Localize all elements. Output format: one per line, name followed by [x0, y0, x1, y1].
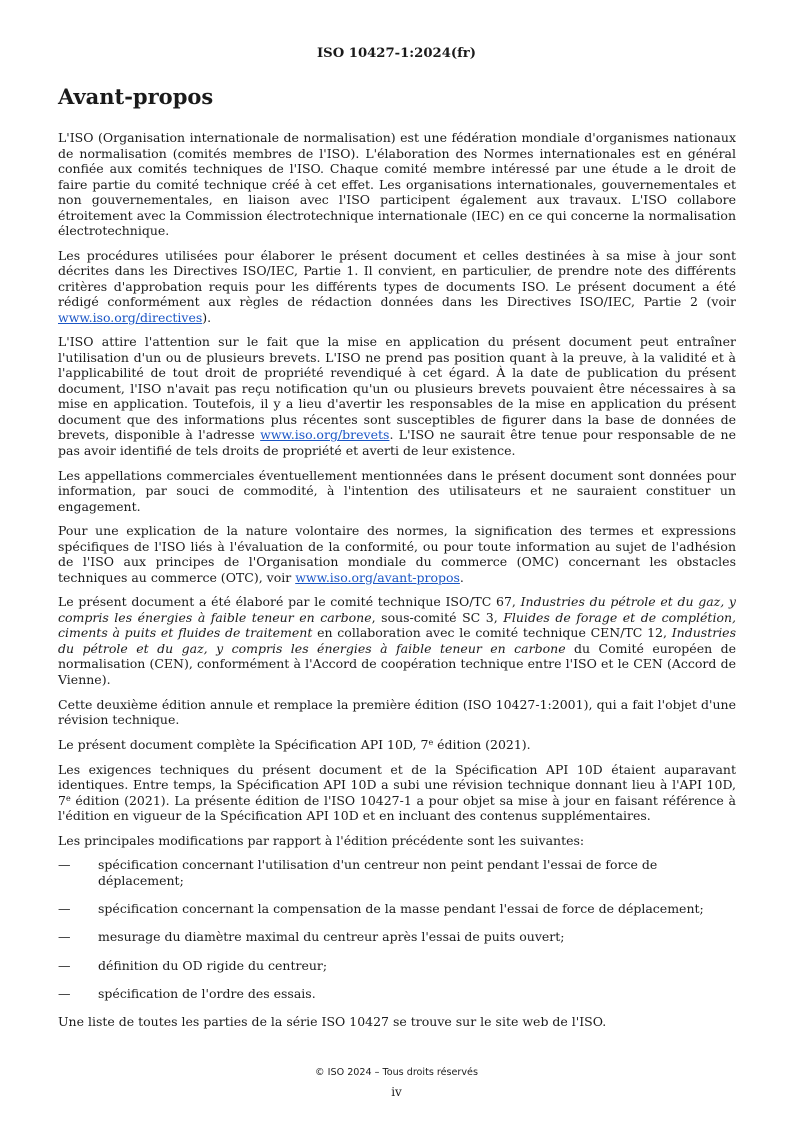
list-item: — spécification concernant l'utilisation d'un centreur non peint pendant l'essai de force de déplacement;: [58, 857, 658, 888]
page-title: Avant-propos: [58, 84, 214, 109]
foreword-link[interactable]: www.iso.org/avant-propos: [295, 569, 460, 585]
copyright-footer: © ISO 2024 – Tous droits réservés: [315, 1067, 478, 1078]
list-item: — mesurage du diamètre maximal du centreur après l'essai de puits ouvert;: [58, 929, 565, 945]
paragraph-edition: Cette deuxième édition annule et remplace la première édition (ISO 10427-1:2001), qui a fait l'objet d'une révision technique.: [58, 696, 736, 728]
paragraph-committee: Le présent document a été élaboré par le comité technique ISO/TC 67, Industries du pétrole et du gaz, y compris les énergies à faible teneur en carbone, sous-comité SC 3, Fluides de forage et de complétion, ciments à puits et fluides de traitement en collaboration avec le comité technique CEN/TC 12, Industries du pétrole et du gaz, y compris les énergies à faible teneur en carbone du Comité européen de normalisation (CEN), conformément à l'Accord de coopération technique entre l'ISO et le CEN (Accord de Vienne).: [58, 594, 737, 687]
paragraph-api-complement: Le présent document complète la Spécification API 10D, 7e édition (2021).: [58, 736, 531, 752]
page-number: iv: [391, 1085, 402, 1099]
list-item: — spécification concernant la compensation de la masse pendant l'essai de force de déplacement;: [58, 901, 704, 917]
paragraph-trade-names: Les appellations commerciales éventuellement mentionnées dans le présent document sont données pour information, par souci de commodité, à l'intention des utilisateurs et ne sauraient constituer un engagement.: [58, 467, 736, 514]
paragraph-iso-intro: L'ISO (Organisation internationale de normalisation) est une fédération mondiale d'organismes nationaux de normalisation (comités membres de l'ISO). L'élaboration des Normes internationales est en général confiée aux comités techniques de l'ISO. Chaque comité membre intéressé par une étude a le droit de faire partie du comité technique créé à cet effet. Les organisations internationales, gouvernementales et non gouvernementales, en liaison avec l'ISO participent également aux travaux. L'ISO collabore étroitement avec la Commission électrotechnique internationale (IEC) en ce qui concerne la normalisation électrotechnique.: [58, 130, 736, 238]
paragraph-voluntary-nature: Pour une explication de la nature volontaire des normes, la signification des termes et expressions spécifiques de l'ISO liés à l'évaluation de la conformité, ou pour toute information au sujet de l'adhésion de l'ISO aux principes de l'Organisation mondiale du commerce (OMC) concernant les obstacles techniques au commerce (OTC), voir www.iso.org/avant-propos.: [58, 523, 736, 585]
patents-link[interactable]: www.iso.org/brevets: [260, 427, 390, 443]
paragraph-changes-intro: Les principales modifications par rapport à l'édition précédente sont les suivantes:: [58, 832, 585, 848]
paragraph-series-list: Une liste de toutes les parties de la série ISO 10427 se trouve sur le site web de l'ISO.: [58, 1014, 607, 1030]
list-item: — spécification de l'ordre des essais.: [58, 986, 316, 1002]
foreword-body: [58, 130, 736, 1039]
document-id-header: ISO 10427-1:2024(fr): [317, 46, 476, 61]
list-item: — définition du OD rigide du centreur;: [58, 957, 328, 973]
paragraph-procedures: Les procédures utilisées pour élaborer le présent document et celles destinées à sa mise à jour sont décrites dans les Directives ISO/IEC, Partie 1. Il convient, en particulier, de prendre note des différents critères d'approbation requis pour les différents types de documents ISO. Le présent document a été rédigé conformément aux règles de rédaction données dans les Directives ISO/IEC, Partie 2 (voir www.iso.org/directives).: [58, 247, 736, 325]
paragraph-api-revision: Les exigences techniques du présent document et de la Spécification API 10D étaient auparavant identiques. Entre temps, la Spécification API 10D a subi une révision technique donnant lieu à l'API 10D, 7e édition (2021). La présente édition de l'ISO 10427-1 a pour objet sa mise à jour en faisant référence à l'édition en vigueur de la Spécification API 10D et en incluant des contenus supplémentaires.: [58, 761, 736, 823]
paragraph-patents: L'ISO attire l'attention sur le fait que la mise en application du présent document peut entraîner l'utilisation d'un ou de plusieurs brevets. L'ISO ne prend pas position quant à la preuve, à la validité et à l'applicabilité de tout droit de propriété revendiqué à cet égard. À la date de publication du présent document, l'ISO n'avait pas reçu notification qu'un ou plusieurs brevets pouvaient être nécessaires à sa mise en application. Toutefois, il y a lieu d'avertir les responsables de la mise en application du présent document que des informations plus récentes sont susceptibles de figurer dans la base de données de brevets, disponible à l'adresse www.iso.org/brevets. L'ISO ne saurait être tenue pour responsable de ne pas avoir identifié de tels droits de propriété et averti de leur existence.: [58, 334, 737, 458]
changes-list: [58, 857, 736, 1001]
directives-link[interactable]: www.iso.org/directives: [58, 309, 203, 325]
